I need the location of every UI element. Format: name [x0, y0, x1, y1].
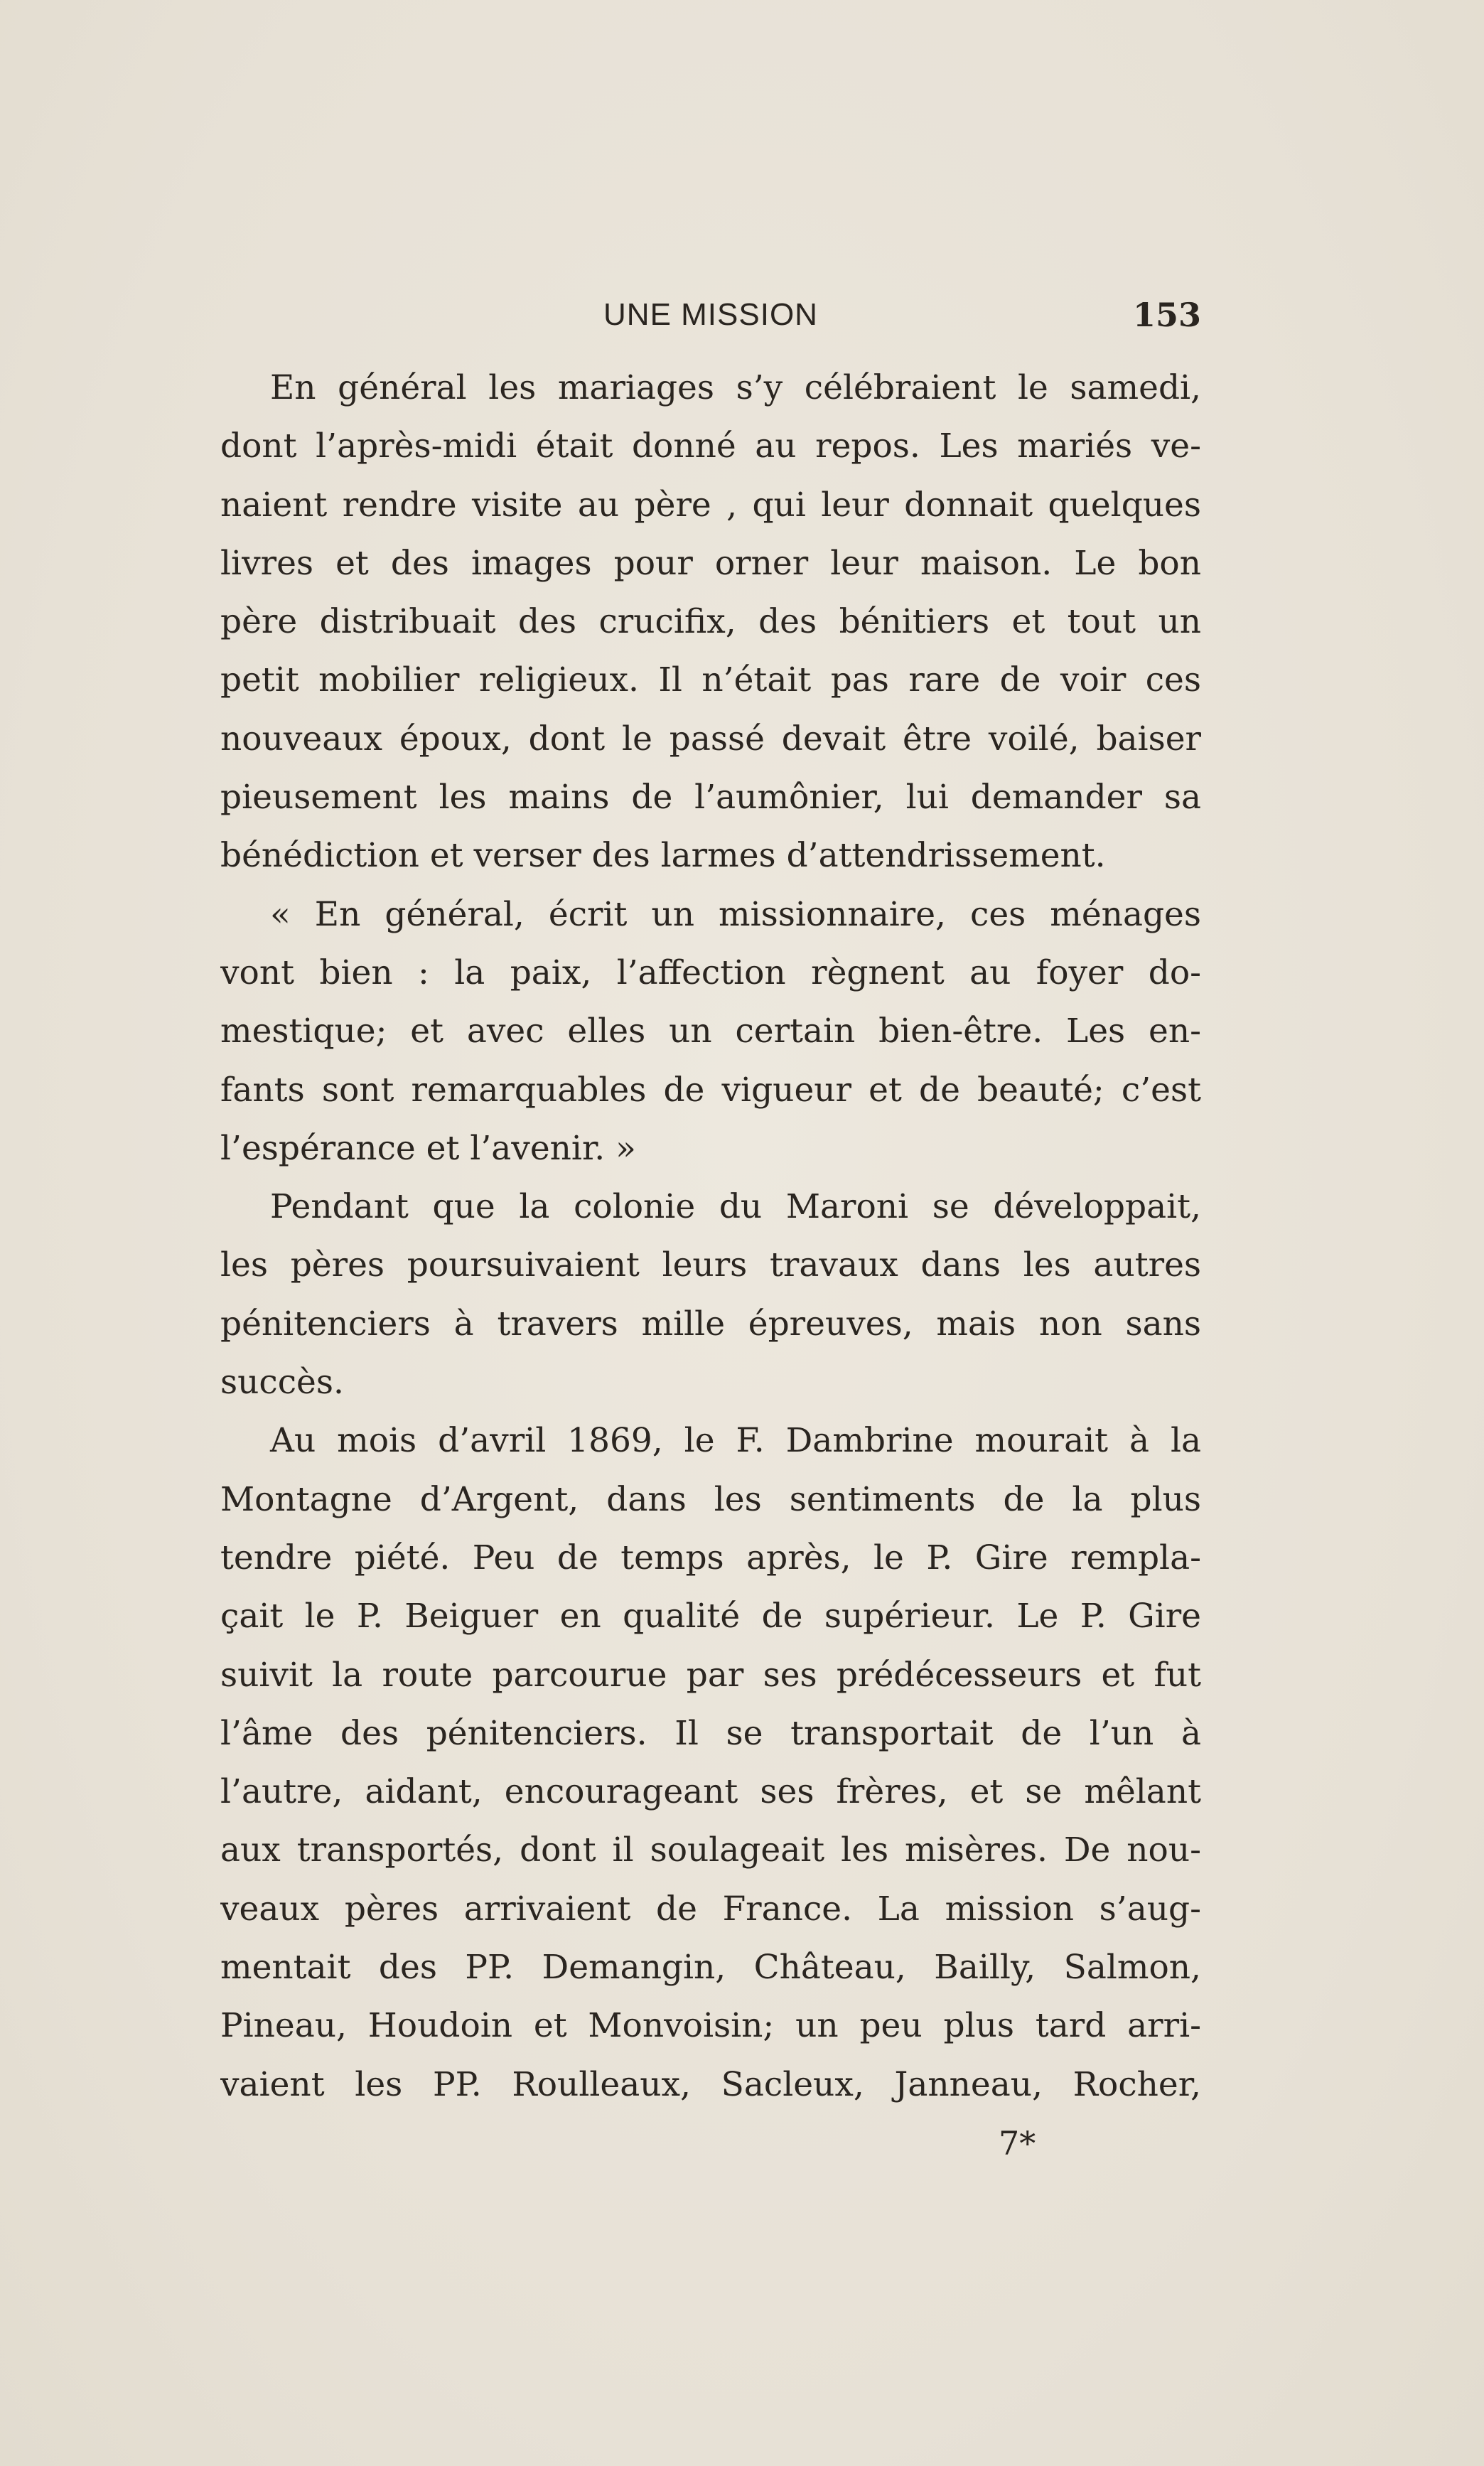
text-line: Pendant que la colonie du Maroni se développait, — [270, 1187, 1201, 1227]
text-line: les pères poursuivaient leurs travaux dans les autres — [220, 1245, 1201, 1285]
text-line: vont bien : la paix, l’affection règnent au foyer do- — [220, 953, 1201, 992]
body-text — [220, 359, 1201, 2114]
running-head — [220, 290, 1201, 340]
text-line: vaient les PP. Roulleaux, Sacleux, Janneau, Rocher, — [220, 2064, 1201, 2104]
running-title: UNE MISSION — [603, 297, 818, 332]
text-line: veaux pères arrivaient de France. La mission s’aug- — [220, 1889, 1201, 1929]
text-line: l’âme des pénitenciers. Il se transportait de l’un à — [220, 1713, 1201, 1753]
text-line: Au mois d’avril 1869, le F. Dambrine mourait à la — [270, 1421, 1201, 1461]
text-line: l’espérance et l’avenir. » — [220, 1128, 636, 1168]
text-line: l’autre, aidant, encourageant ses frères, et se mêlant — [220, 1772, 1201, 1812]
text-line: mentait des PP. Demangin, Château, Bailly, Salmon, — [220, 1948, 1201, 1988]
text-line: çait le P. Beiguer en qualité de supérieur. Le P. Gire — [220, 1597, 1201, 1636]
text-line: aux transportés, dont il soulageait les misères. De nou- — [220, 1830, 1201, 1870]
text-line: Montagne d’Argent, dans les sentiments de la plus — [220, 1479, 1201, 1519]
text-line: En général les mariages s’y célébraient le samedi, — [270, 368, 1201, 407]
text-line: livres et des images pour orner leur maison. Le bon — [220, 543, 1201, 583]
text-line: pénitenciers à travers mille épreuves, mais non sans — [220, 1304, 1201, 1344]
text-line: Pineau, Houdoin et Monvoisin; un peu plus tard arri- — [220, 2006, 1201, 2046]
text-line: petit mobilier religieux. Il n’était pas rare de voir ces — [220, 660, 1201, 700]
signature-mark: 7* — [999, 2124, 1036, 2162]
text-line: suivit la route parcourue par ses prédécesseurs et fut — [220, 1655, 1201, 1695]
text-line: tendre piété. Peu de temps après, le P. Gire rempla- — [220, 1538, 1201, 1577]
text-line: bénédiction et verser des larmes d’attendrissement. — [220, 836, 1106, 876]
text-line: pieusement les mains de l’aumônier, lui demander sa — [220, 778, 1201, 817]
text-line: succès. — [220, 1363, 344, 1403]
text-line: « En général, écrit un missionnaire, ces ménages — [270, 894, 1201, 934]
page-number: 153 — [1132, 296, 1201, 334]
text-line: mestique; et avec elles un certain bien-être. Les en- — [220, 1012, 1201, 1051]
text-line: dont l’après-midi était donné au repos. Les mariés ve- — [220, 427, 1201, 466]
text-line: naient rendre visite au père , qui leur donnait quelques — [220, 485, 1201, 525]
text-line: fants sont remarquables de vigueur et de beauté; c’est — [220, 1070, 1201, 1110]
text-line: père distribuait des crucifix, des bénitiers et tout un — [220, 602, 1201, 642]
text-line: nouveaux époux, dont le passé devait être voilé, baiser — [220, 719, 1201, 758]
